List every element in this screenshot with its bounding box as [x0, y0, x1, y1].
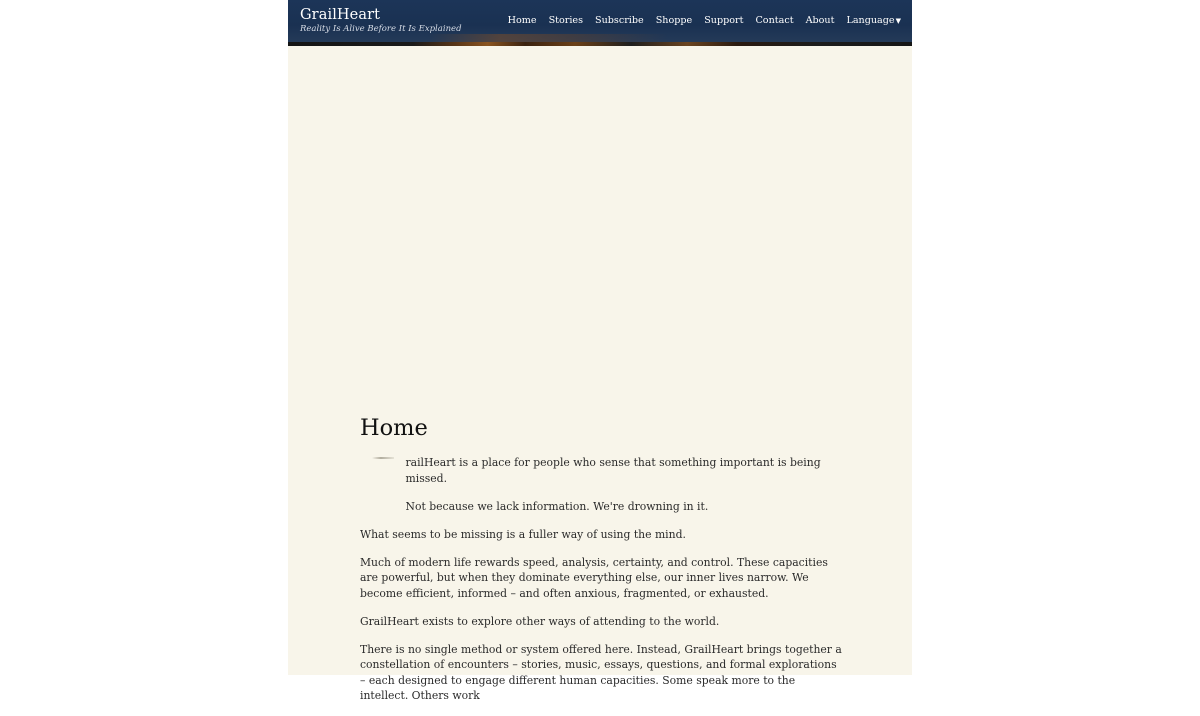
header-image-strip	[288, 42, 912, 46]
nav-language-dropdown[interactable]	[846, 15, 901, 27]
nav-home[interactable]: Home	[507, 15, 537, 26]
brand[interactable]	[300, 6, 462, 35]
site-title[interactable]: GrailHeart	[300, 7, 381, 23]
nav-language-label: Language	[846, 15, 895, 26]
caret-down-icon: ▼	[895, 17, 901, 25]
site-tagline: Reality Is Alive Before It Is Explained	[300, 24, 462, 34]
intro-paragraph-2: Not because we lack information. We're drowning in it.	[405, 499, 709, 513]
main-nav	[496, 15, 901, 27]
page-title: Home	[360, 415, 428, 441]
site-header	[288, 0, 912, 42]
drop-cap-image	[372, 457, 394, 459]
nav-contact[interactable]: Contact	[755, 15, 794, 26]
nav-support[interactable]: Support	[704, 15, 744, 26]
body-paragraph: What seems to be missing is a fuller way of using the mind.	[360, 527, 686, 541]
nav-stories[interactable]: Stories	[548, 15, 584, 26]
nav-about[interactable]: About	[805, 15, 835, 26]
body-paragraph: Much of modern life rewards speed, analysis, certainty, and control. These capacities are powerful, but when they dominate everything else, our inner lives narrow. We become efficient, informed – and often anxious, fragmented, or exhausted.	[360, 555, 828, 600]
nav-shoppe[interactable]: Shoppe	[655, 15, 693, 26]
nav-subscribe[interactable]: Subscribe	[595, 15, 644, 26]
header-banner-image	[428, 34, 668, 42]
intro-paragraph: railHeart is a place for people who sense that something important is being missed.	[405, 456, 821, 485]
main-content	[360, 410, 842, 716]
page-container	[288, 0, 912, 703]
body-paragraph: GrailHeart exists to explore other ways of attending to the world.	[360, 614, 720, 628]
body-paragraph: There is no single method or system offered here. Instead, GrailHeart brings together a constellation of encounters – stories, music, essays, questions, and formal explorations – each designed to engage different human capacities. Some speak more to the intellect. Others work	[360, 642, 842, 703]
